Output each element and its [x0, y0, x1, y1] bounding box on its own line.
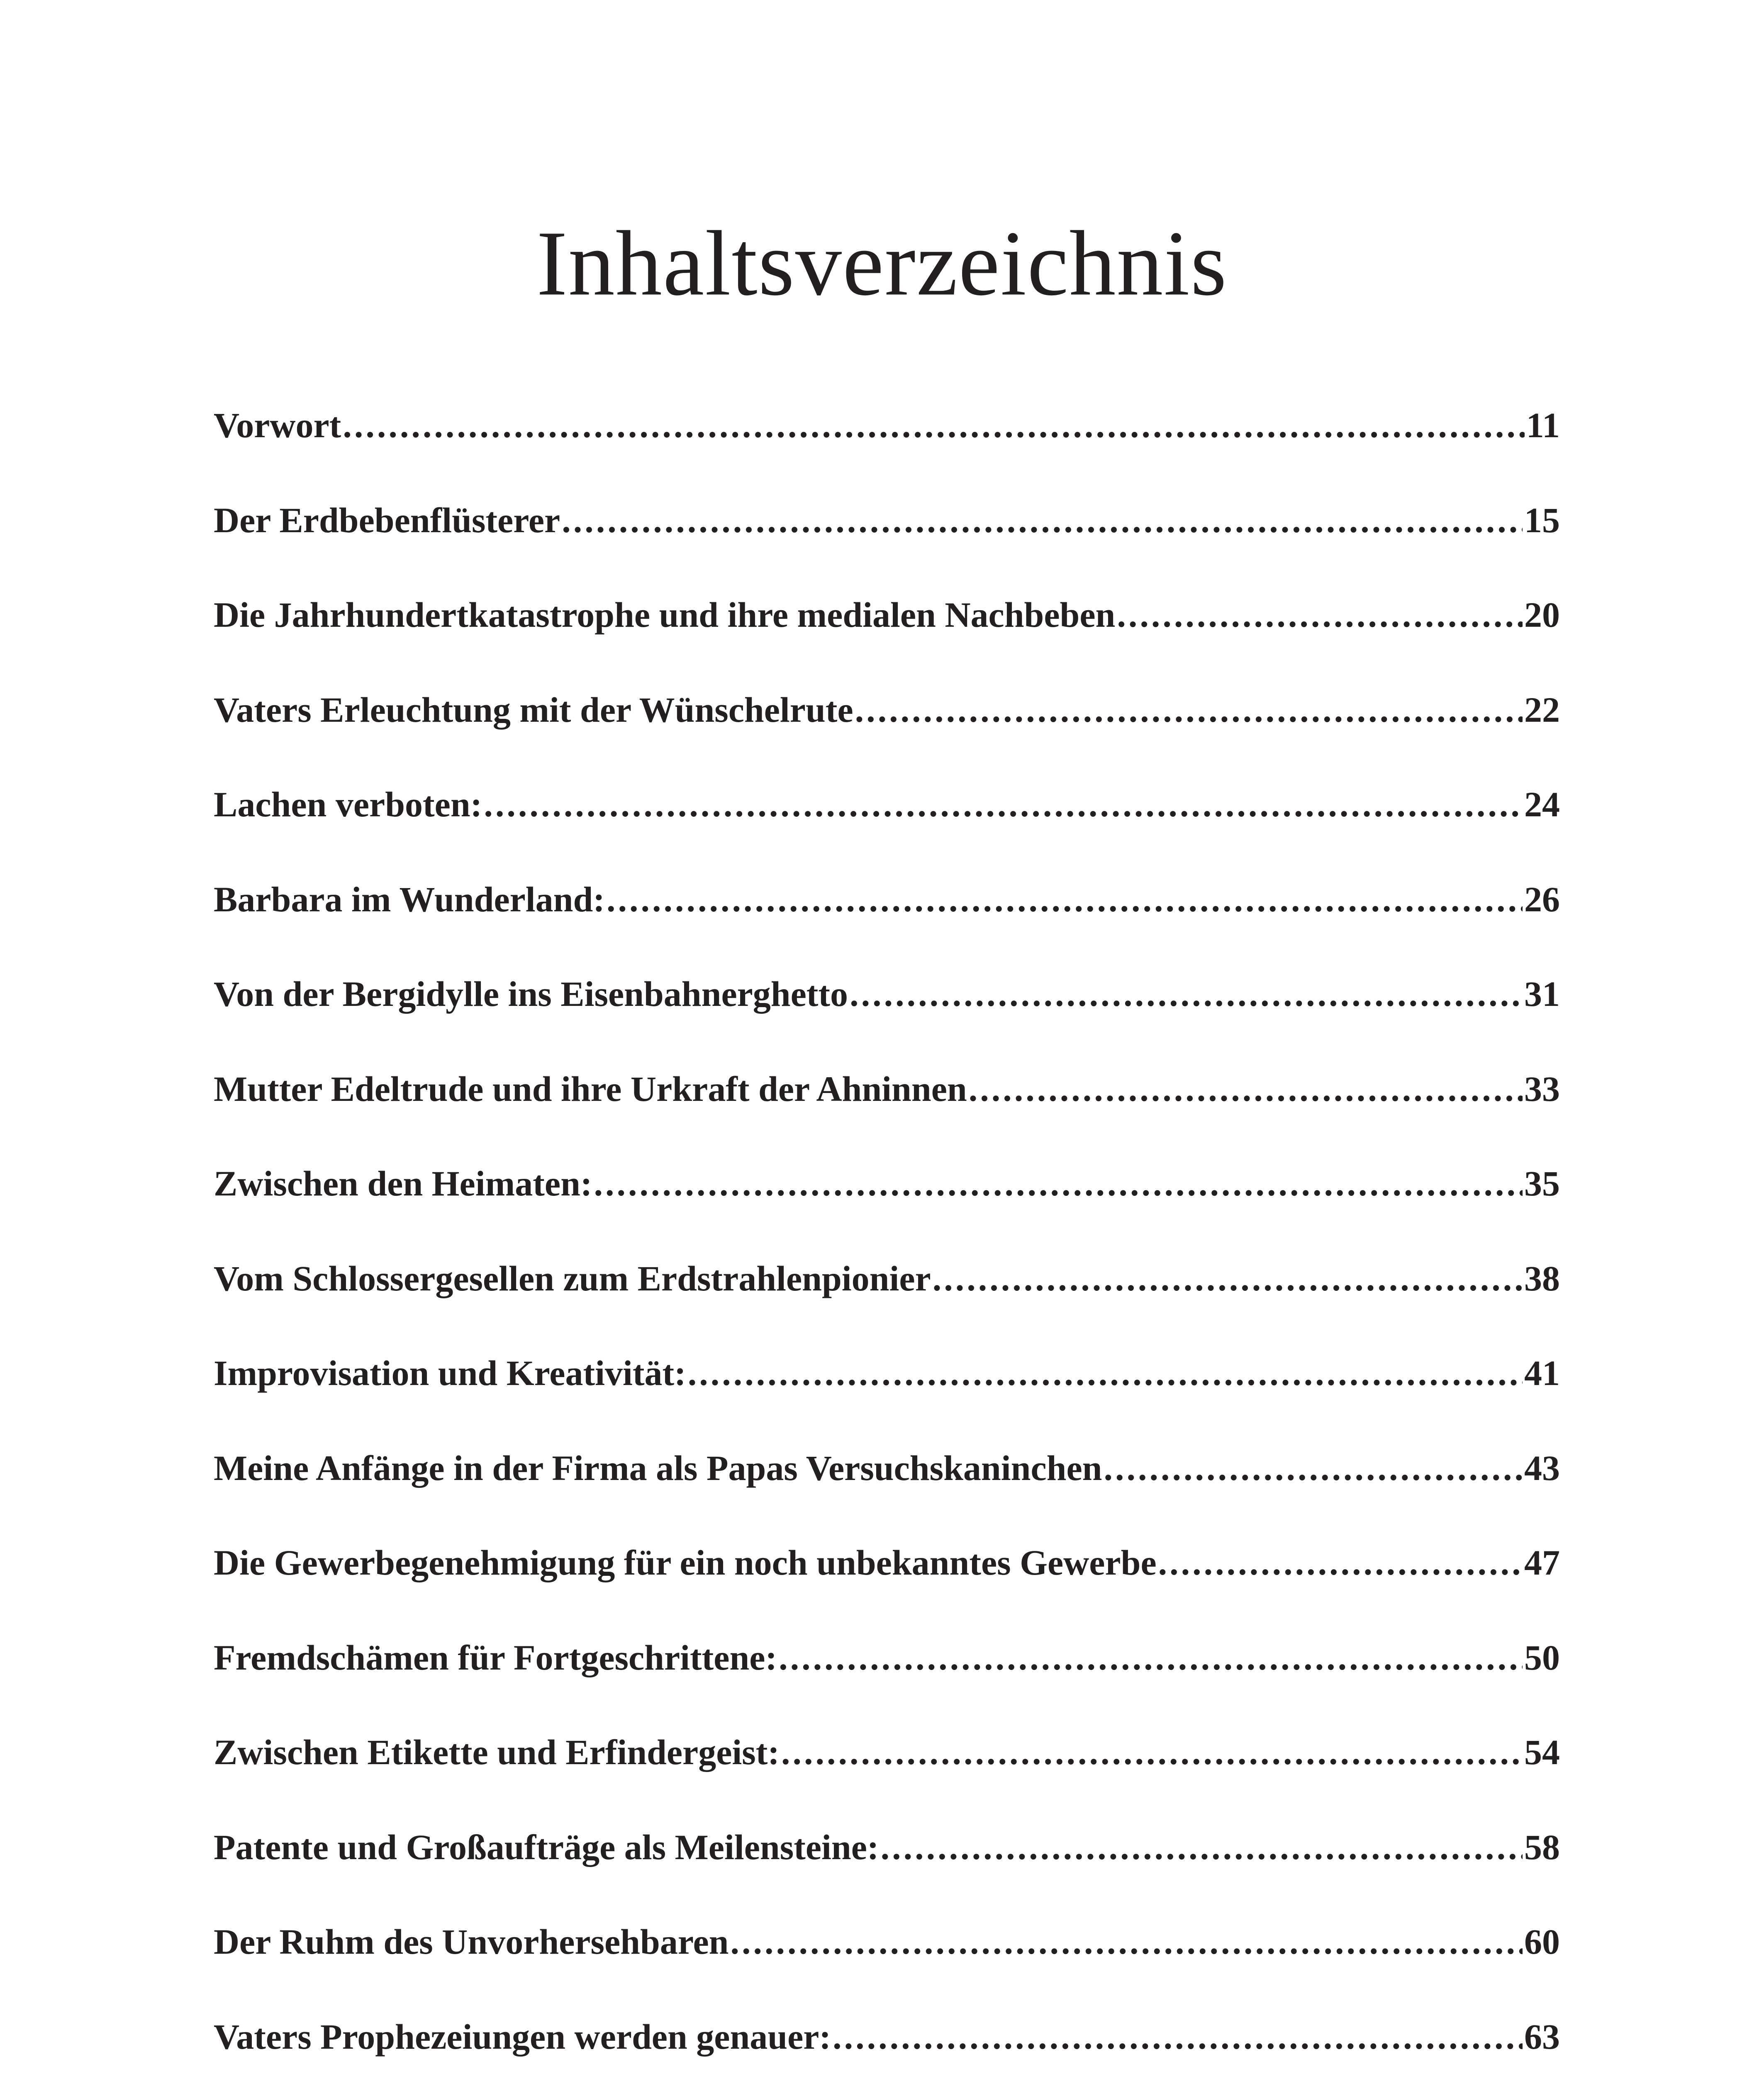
toc-entry-page: 31: [1524, 974, 1560, 1014]
toc-entry-title: Vorwort: [214, 405, 341, 445]
toc-entry-page: 24: [1524, 784, 1560, 824]
toc-entry[interactable]: [214, 1531, 1560, 1626]
toc-entry-title: Zwischen den Heimaten:: [214, 1164, 592, 1203]
toc-entry-title: Meine Anfänge in der Firma als Papas Versuchskaninchen: [214, 1448, 1102, 1488]
toc-entry-title: Die Gewerbegenehmigung für ein noch unbekanntes Gewerbe: [214, 1543, 1157, 1582]
toc-dot-leader: [688, 1342, 1523, 1404]
toc-entry-page: 11: [1526, 405, 1560, 445]
toc-dot-leader: [779, 1626, 1523, 1689]
toc-entry[interactable]: [214, 963, 1560, 1058]
toc-entry-title: Vaters Erleuchtung mit der Wünschelrute: [214, 689, 853, 730]
toc-dot-leader: [594, 1152, 1523, 1215]
toc-entry-page: 58: [1524, 1827, 1560, 1867]
toc-dot-leader: [562, 489, 1523, 551]
toc-entry-page: 41: [1524, 1353, 1560, 1393]
table-of-contents: [214, 394, 1560, 2074]
toc-entry-title: Lachen verboten:: [214, 784, 482, 824]
toc-entry[interactable]: [214, 2006, 1560, 2074]
toc-dot-leader: [1104, 1437, 1523, 1499]
toc-entry[interactable]: [214, 773, 1560, 868]
toc-entry[interactable]: [214, 584, 1560, 679]
toc-entry-title: Fremdschämen für Fortgeschrittene:: [214, 1637, 777, 1677]
toc-dot-leader: [933, 1247, 1523, 1310]
toc-entry-page: 43: [1524, 1448, 1560, 1488]
toc-entry-page: 38: [1524, 1258, 1560, 1298]
toc-entry[interactable]: [214, 1911, 1560, 2006]
toc-entry-title: Mutter Edeltrude und ihre Urkraft der Ahninnen: [214, 1069, 967, 1109]
toc-dot-leader: [1117, 584, 1523, 646]
toc-entry-title: Zwischen Etikette und Erfindergeist:: [214, 1732, 780, 1772]
toc-entry[interactable]: [214, 1058, 1560, 1153]
toc-entry[interactable]: [214, 1816, 1560, 1911]
toc-entry[interactable]: [214, 868, 1560, 963]
toc-entry-title: Der Erdbebenflüsterer: [214, 500, 560, 540]
toc-dot-leader: [484, 773, 1523, 835]
toc-entry-page: 22: [1524, 689, 1560, 730]
toc-entry-page: 54: [1524, 1732, 1560, 1772]
toc-entry-title: Vaters Prophezeiungen werden genauer:: [214, 2016, 831, 2057]
toc-entry-title: Improvisation und Kreativität:: [214, 1353, 686, 1393]
toc-dot-leader: [850, 963, 1523, 1025]
toc-entry-page: 63: [1524, 2016, 1560, 2057]
toc-entry-page: 47: [1524, 1543, 1560, 1582]
toc-entry-page: 35: [1524, 1164, 1560, 1203]
toc-entry-title: Patente und Großaufträge als Meilensteine:: [214, 1827, 879, 1867]
toc-entry[interactable]: [214, 394, 1560, 489]
toc-entry-title: Von der Bergidylle ins Eisenbahnerghetto: [214, 974, 848, 1014]
toc-entry-title: Die Jahrhundertkatastrophe und ihre medialen Nachbeben: [214, 595, 1116, 635]
toc-entry[interactable]: [214, 489, 1560, 584]
toc-entry[interactable]: [214, 1626, 1560, 1721]
toc-entry-page: 60: [1524, 1922, 1560, 1962]
toc-entry-title: Barbara im Wunderland:: [214, 879, 605, 919]
page-title: Inhaltsverzeichnis: [536, 212, 1228, 315]
toc-dot-leader: [969, 1058, 1523, 1120]
toc-entry[interactable]: [214, 1721, 1560, 1816]
toc-dot-leader: [781, 1721, 1523, 1783]
toc-entry-page: 33: [1524, 1069, 1560, 1109]
toc-entry-page: 50: [1524, 1637, 1560, 1677]
toc-entry[interactable]: [214, 1342, 1560, 1437]
toc-dot-leader: [607, 868, 1523, 930]
toc-entry[interactable]: [214, 679, 1560, 774]
toc-entry-page: 20: [1524, 595, 1560, 635]
toc-dot-leader: [833, 2006, 1523, 2068]
toc-dot-leader: [343, 394, 1524, 456]
toc-entry-title: Der Ruhm des Unvorhersehbaren: [214, 1922, 729, 1962]
toc-entry-title: Vom Schlossergesellen zum Erdstrahlenpionier: [214, 1258, 931, 1298]
toc-dot-leader: [730, 1911, 1523, 1973]
toc-entry[interactable]: [214, 1437, 1560, 1532]
toc-dot-leader: [881, 1816, 1523, 1878]
toc-entry[interactable]: [214, 1247, 1560, 1342]
toc-dot-leader: [1158, 1531, 1523, 1594]
toc-dot-leader: [855, 679, 1523, 741]
toc-entry-page: 26: [1524, 879, 1560, 919]
toc-entry-page: 15: [1524, 500, 1560, 540]
toc-entry[interactable]: [214, 1152, 1560, 1247]
